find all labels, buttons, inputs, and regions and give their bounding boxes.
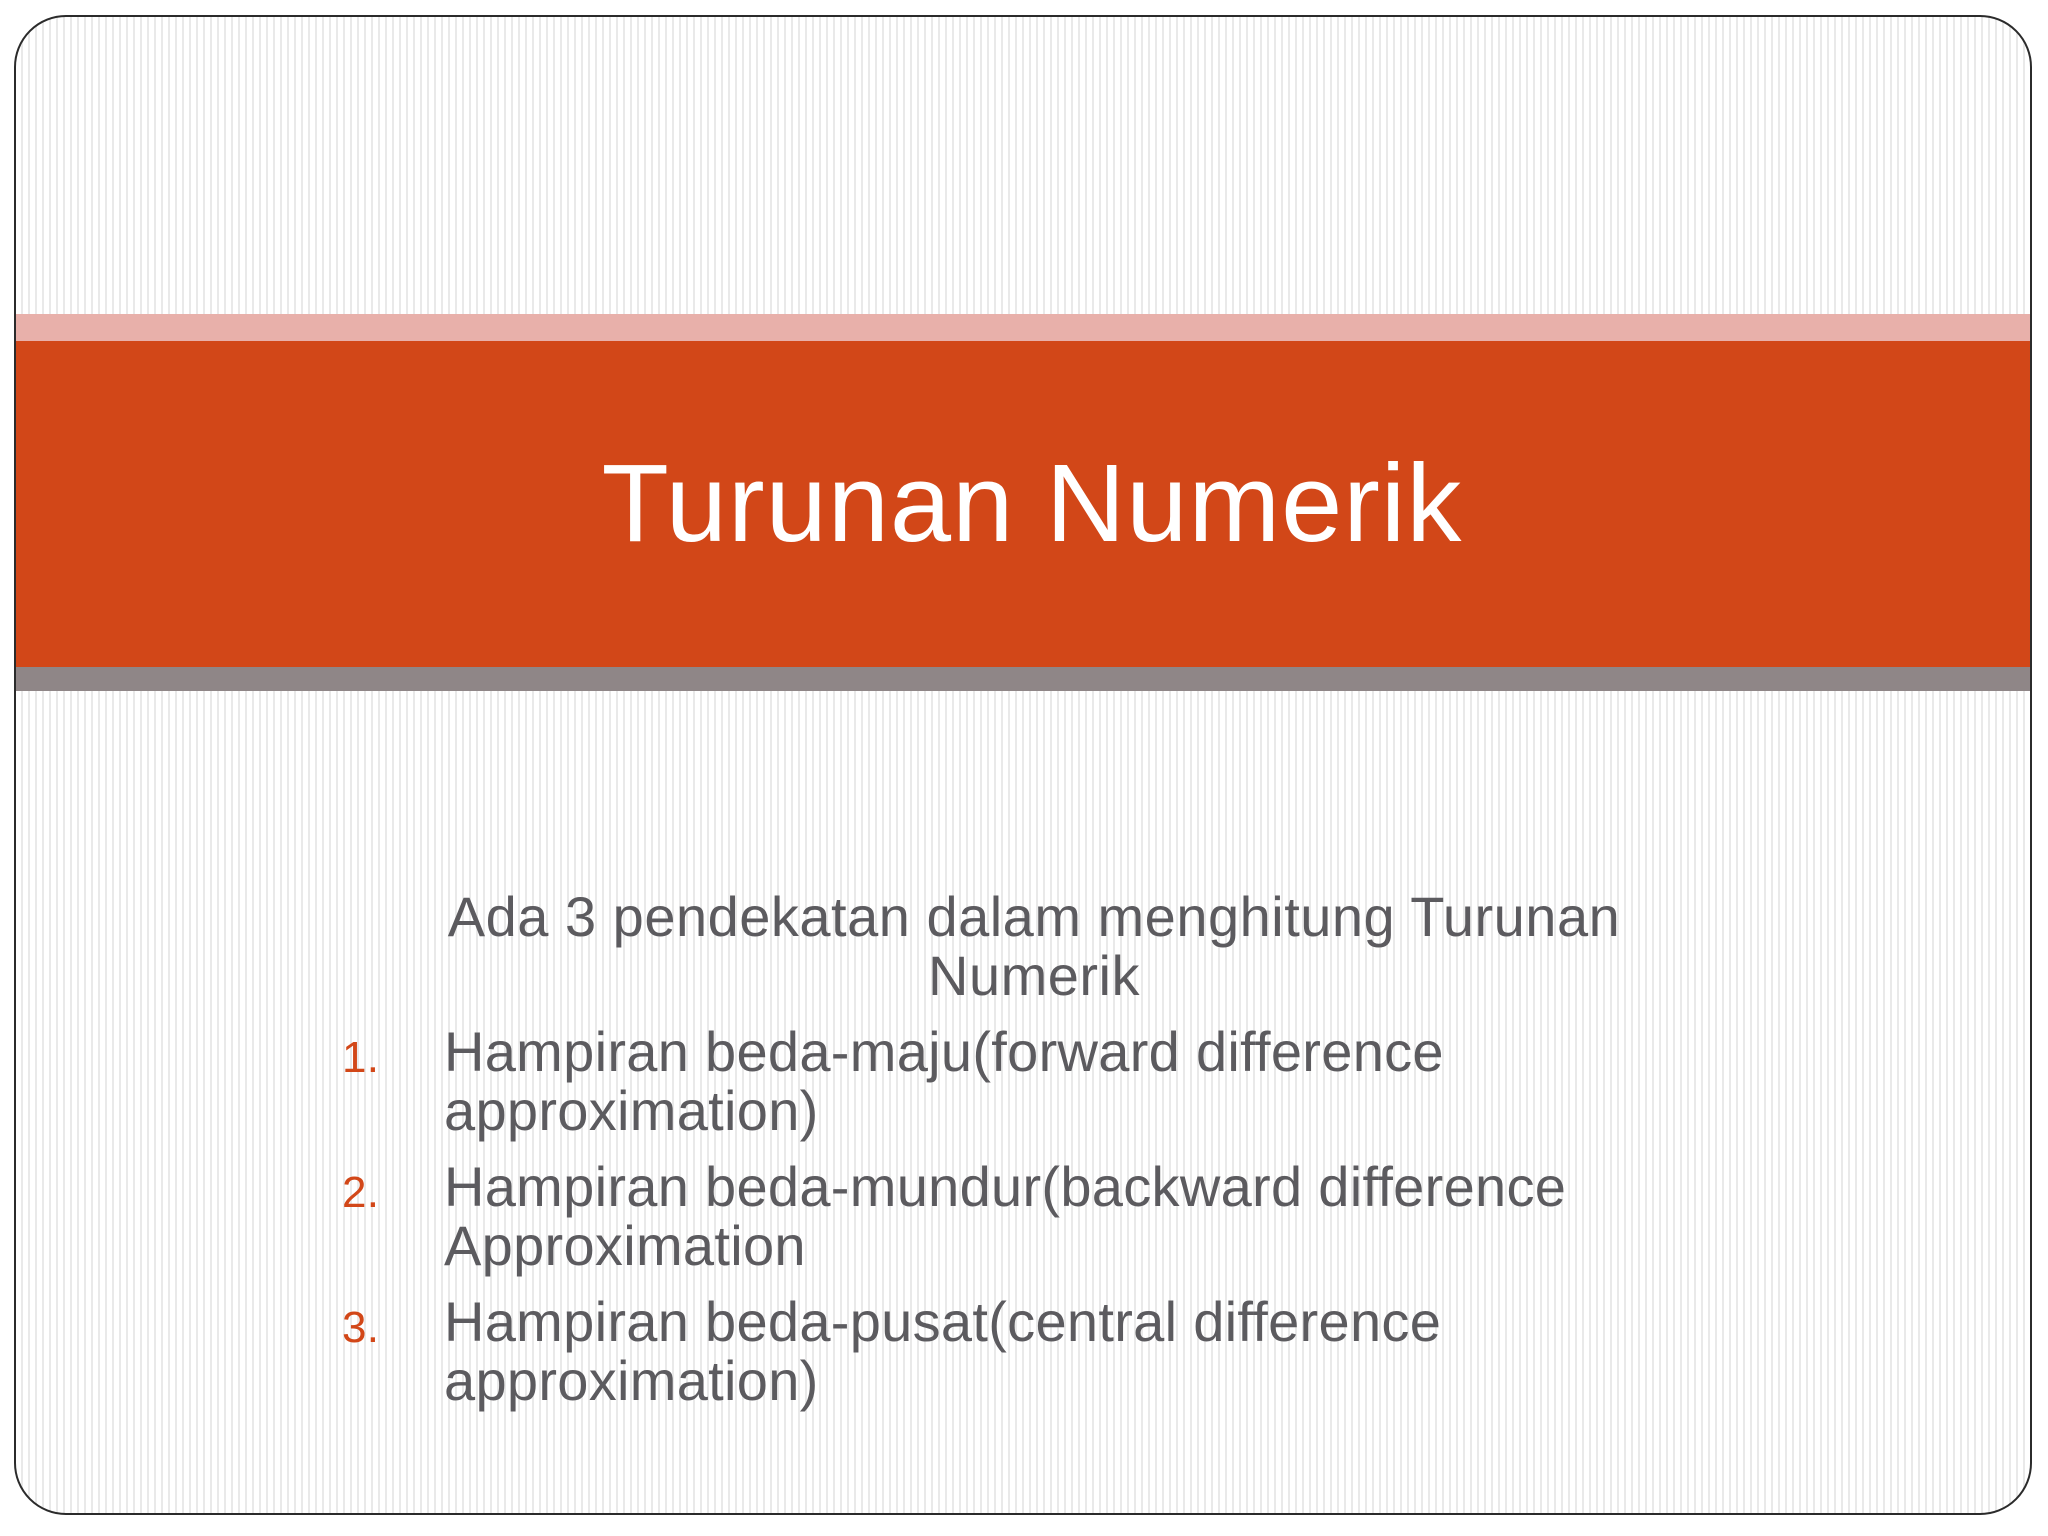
list-item-number: 2.: [342, 1168, 380, 1217]
slide-body: [16, 887, 2030, 1410]
list-item-text: Hampiran beda-pusat(central difference approximation): [444, 1290, 1442, 1412]
slide-title: Turunan Numerik: [601, 442, 1463, 565]
list-item: [322, 1292, 1742, 1410]
list-item-number: 1.: [342, 1033, 380, 1082]
list-item: [322, 1022, 1742, 1140]
list-item: [322, 1157, 1742, 1275]
list-item-text: Hampiran beda-mundur(backward difference Approximation: [444, 1155, 1567, 1277]
title-band-top-accent: [16, 314, 2030, 341]
intro-text: Ada 3 pendekatan dalam menghitung Turunan Numerik: [447, 885, 1621, 1007]
list-item-text: Hampiran beda-maju(forward difference approximation): [444, 1020, 1444, 1142]
slide: [14, 15, 2032, 1515]
title-band: [16, 341, 2030, 667]
title-band-bottom-accent: [16, 667, 2030, 691]
approach-list: [322, 1022, 1742, 1410]
list-item-number: 3.: [342, 1303, 380, 1352]
